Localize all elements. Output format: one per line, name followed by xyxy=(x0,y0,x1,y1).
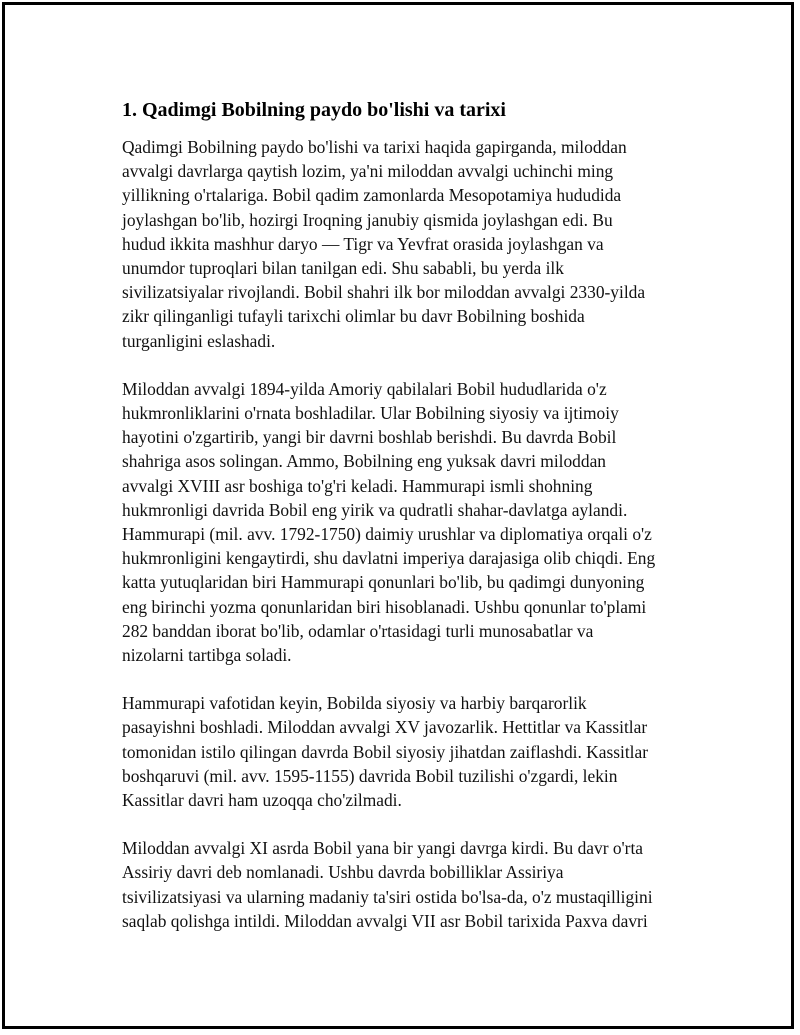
paragraph-line: hayotini o'zgartirib, yangi bir davrni boshlab berishdi. Bu davrda Bobil xyxy=(122,427,617,448)
paragraph-line: Miloddan avvalgi XI asrda Bobil yana bir yangi davrga kirdi. Bu davr o'rta xyxy=(122,838,644,859)
paragraph-1 xyxy=(122,135,702,353)
paragraph-line: 282 banddan iborat bo'lib, odamlar o'rtasidagi turli munosabatlar va xyxy=(122,620,594,641)
paragraph-line: unumdor tuproqlari bilan tanilgan edi. Shu sababli, bu yerda ilk xyxy=(122,258,564,279)
paragraph-line: hukmronliklarini o'rnata boshladilar. Ular Bobilning siyosiy va ijtimoiy xyxy=(122,403,619,424)
paragraph-4 xyxy=(122,836,702,933)
paragraph-line: tsivilizatsiyasi va ularning madaniy ta'siri ostida bo'lsa-da, o'z mustaqilligini xyxy=(122,886,653,907)
paragraph-line: eng birinchi yozma qonunlaridan biri hisoblanadi. Ushbu qonunlar to'plami xyxy=(122,596,647,617)
paragraph-line: nizolarni tartibga soladi. xyxy=(122,645,292,666)
paragraph-3 xyxy=(122,691,702,812)
section-heading: 1. Qadimgi Bobilning paydo bo'lishi va tarixi xyxy=(122,99,506,121)
page-frame xyxy=(2,2,794,1029)
paragraph-line: sivilizatsiyalar rivojlandi. Bobil shahri ilk bor miloddan avvalgi 2330-yilda xyxy=(122,282,646,303)
paragraph-line: joylashgan bo'lib, hozirgi Iroqning janubiy qismida joylashgan edi. Bu xyxy=(122,209,613,230)
paragraph-line: saqlab qolishga intildi. Miloddan avvalgi VII asr Bobil tarixida Paxva davri xyxy=(122,910,648,931)
paragraph-line: shahriga asos solingan. Ammo, Bobilning eng yuksak davri miloddan xyxy=(122,451,606,472)
paragraph-line: avvalgi XVIII asr boshiga to'g'ri keladi. Hammurapi ismli shohning xyxy=(122,475,593,496)
paragraph-line: Hammurapi (mil. avv. 1792-1750) daimiy urushlar va diplomatiya orqali o'z xyxy=(122,524,652,545)
paragraph-line: yillikning o'rtalariga. Bobil qadim zamonlarda Mesopotamiya hududida xyxy=(122,185,622,206)
paragraph-line: boshqaruvi (mil. avv. 1595-1155) davrida Bobil tuzilishi o'zgardi, lekin xyxy=(122,765,618,786)
paragraph-line: hukmronligini kengaytirdi, shu davlatni imperiya darajasiga olib chiqdi. Eng xyxy=(122,548,656,569)
paragraph-line: pasayishni boshladi. Miloddan avvalgi XV javozarlik. Hettitlar va Kassitlar xyxy=(122,717,648,738)
paragraph-line: hudud ikkita mashhur daryo — Tigr va Yevfrat orasida joylashgan va xyxy=(122,233,604,254)
paragraph-line: Qadimgi Bobilning paydo bo'lishi va tarixi haqida gapirganda, miloddan xyxy=(122,137,627,157)
paragraph-line: Assiriy davri deb nomlanadi. Ushbu davrda bobilliklar Assiriya xyxy=(122,862,564,883)
document-body xyxy=(122,97,702,957)
paragraph-2 xyxy=(122,377,702,667)
paragraph-line: Hammurapi vafotidan keyin, Bobilda siyosiy va harbiy barqarorlik xyxy=(122,693,587,714)
paragraph-line: zikr qilinganligi tufayli tarixchi olimlar bu davr Bobilning boshida xyxy=(122,306,585,327)
paragraph-line: avvalgi davrlarga qaytish lozim, ya'ni miloddan avvalgi uchinchi ming xyxy=(122,161,614,182)
paragraph-line: turganligini eslashadi. xyxy=(122,330,276,351)
paragraph-line: katta yutuqlaridan biri Hammurapi qonunlari bo'lib, bu qadimgi dunyoning xyxy=(122,572,645,593)
paragraph-line: Miloddan avvalgi 1894-yilda Amoriy qabilalari Bobil hududlarida o'z xyxy=(122,378,607,399)
paragraph-line: hukmronligi davrida Bobil eng yirik va qudratli shahar-davlatga aylandi. xyxy=(122,499,628,520)
paragraph-line: tomonidan istilo qilingan davrda Bobil siyosiy jihatdan zaiflashdi. Kassitlar xyxy=(122,741,648,762)
paragraph-line: Kassitlar davri ham uzoqqa cho'zilmadi. xyxy=(122,790,402,811)
